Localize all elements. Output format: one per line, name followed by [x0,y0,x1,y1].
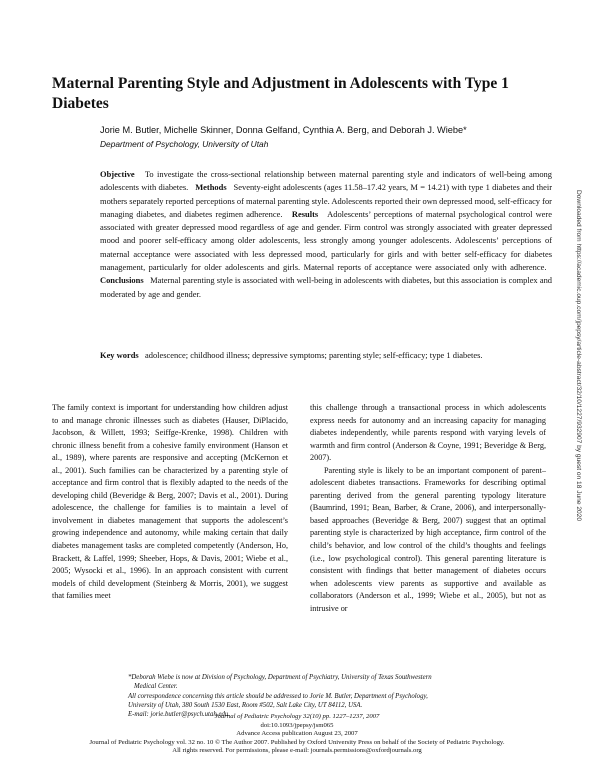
footnote-line: Medical Center. [134,683,178,691]
download-watermark: Downloaded from https://academic.oup.com/jpepsy/article-abstract/32/10/1227/932907 by guest on 18 June 2020 [575,190,582,521]
publication-date: Advance Access publication August 23, 2007 [236,730,358,738]
methods-text: Seventy-eight adolescents (ages 11.58–17.42 years, M = 14.21) with type 1 diabetes and their mothers separately reported perceptions of maternal parenting style. Adolescents reported their own depressed mood, self-efficacy for managing diabetes, and diabetes regimen adherence. [100,182,553,219]
body-paragraph: The family context is important for understanding how children adjust to and manage chronic illnesses such as diabetes (Hauser, DiPlacido, Jacobson, & Willett, 1993; Seiffge-Krenke, 1998). Children with chronic illness benefit from a cohesive family environment (Hanson et al., 1989), where parents are responsive and accepting (McKernon et al., 2001). Such families can be characterized by a parenting style of acceptance and firm control that is flexibly adapted to the needs of the developing child (Beveridge & Berg, 2007; Davis et al., 2001). During adolescence, the challenge for families is to maintain a level of involvement in diabetes management that supports the adolescent’s growing independence and autonomy, while making certain that daily diabetes management tasks are completed competently (Anderson, Ho, Brackett, & Laffel, 1999; Sheeber, Hops, & Davis, 2001; Wiebe et al., 2005; Wysocki et al., 1996). In an approach consistent with current models of child development (Steinberg & Morris, 2001), we suggest that families meet [52,403,288,601]
body-paragraph: this challenge through a transactional process in which adolescents express needs for autonomy and an increasing capacity for managing diabetes independently, while parents respond with varying levels of warmth and firm control (Anderson & Coyne, 1991; Beveridge & Berg, 2007). [310,403,546,463]
footnote-line: *Deborah Wiebe is now at Division of Psychology, Department of Psychiatry, University of Texas Southwestern [128,674,432,681]
results-text: Adolescents’ perceptions of maternal psychological control were associated with greater depressed mood regardless of age and gender. Firm control was strongly associated with greater depressed mood and poorer self-efficacy among older adolescents, less strongly among younger adolescents. Adolescents’ perceptions of maternal acceptance were associated with less depressed mood, particularly for girls and with better self-efficacy for diabetes management, particularly for older adolescents and girls. Maternal reports of acceptance were associated only with adherence. [100,208,552,273]
objective-label: Objective [100,169,135,179]
methods-label: Methods [195,182,227,193]
abstract [100,168,552,301]
article-title: Maternal Parenting Style and Adjustment in Adolescents with Type 1 Diabetes [52,75,509,112]
results-label: Results [291,208,319,219]
keywords-label: Key words [100,350,139,360]
footnote-line: All correspondence concerning this article should be addressed to Jorie M. Butler, Department of Psychology, [128,692,428,700]
keywords [100,349,540,362]
body-column-right [310,402,546,615]
author-list: Jorie M. Butler, Michelle Skinner, Donna Gelfand, Cynthia A. Berg, and Deborah J. Wiebe* [100,125,467,135]
conclusions-text: Maternal parenting style is associated with well-being in adolescents with diabetes, but this association is complex and moderated by age and gender. [100,275,553,299]
journal-citation: Journal of Pediatric Psychology 32(10) pp. 1227–1237, 2007 [214,713,380,720]
copyright-line: Journal of Pediatric Psychology vol. 32 no. 10 © The Author 2007. Published by Oxford University Press on behalf of the Society of Pediatric Psychology. [89,738,505,746]
conclusions-label: Conclusions [100,275,144,286]
body-column-left [52,402,288,603]
permissions-line: All rights reserved. For permissions, please e-mail: journals.permissions@oxfordjournals.org [172,747,422,755]
footnote-email: E-mail: jorie.butler@psych.utah.edu. [128,711,230,719]
doi: doi:10.1093/jpepsy/jsm065 [260,721,334,729]
footnote-line: University of Utah, 380 South 1530 East, Room #502, Salt Lake City, UT 84112, USA. [128,701,363,709]
journal-info [40,713,554,756]
body-paragraph: Parenting style is likely to be an important component of parent–adolescent diabetes transactions. Frameworks for describing optimal parenting derived from the general parenting typology literature (Baumrind, 1991; Bean, Barber, & Crane, 2006), and interpersonally-based approaches (Beveridge & Berg, 2007) suggest that an optimal parenting style is characterized by high acceptance, firm control of the child’s behavior, and low control of the child’s thoughts and feelings (i.e., low psychological control). This general parenting literature is consistent with findings that better management of diabetes occurs when adolescents view parents as supportive and available as collaborators (Anderson et al., 1999; Wiebe et al., 2005), but not as intrusive or [310,465,546,613]
objective-text: To investigate the cross-sectional relationship between maternal parenting style and indicators of well-being among adolescents with diabetes. [100,169,552,193]
affiliation: Department of Psychology, University of Utah [100,139,269,149]
keywords-text: adolescence; childhood illness; depressive symptoms; parenting style; self-efficacy; type 1 diabetes. [145,350,483,360]
